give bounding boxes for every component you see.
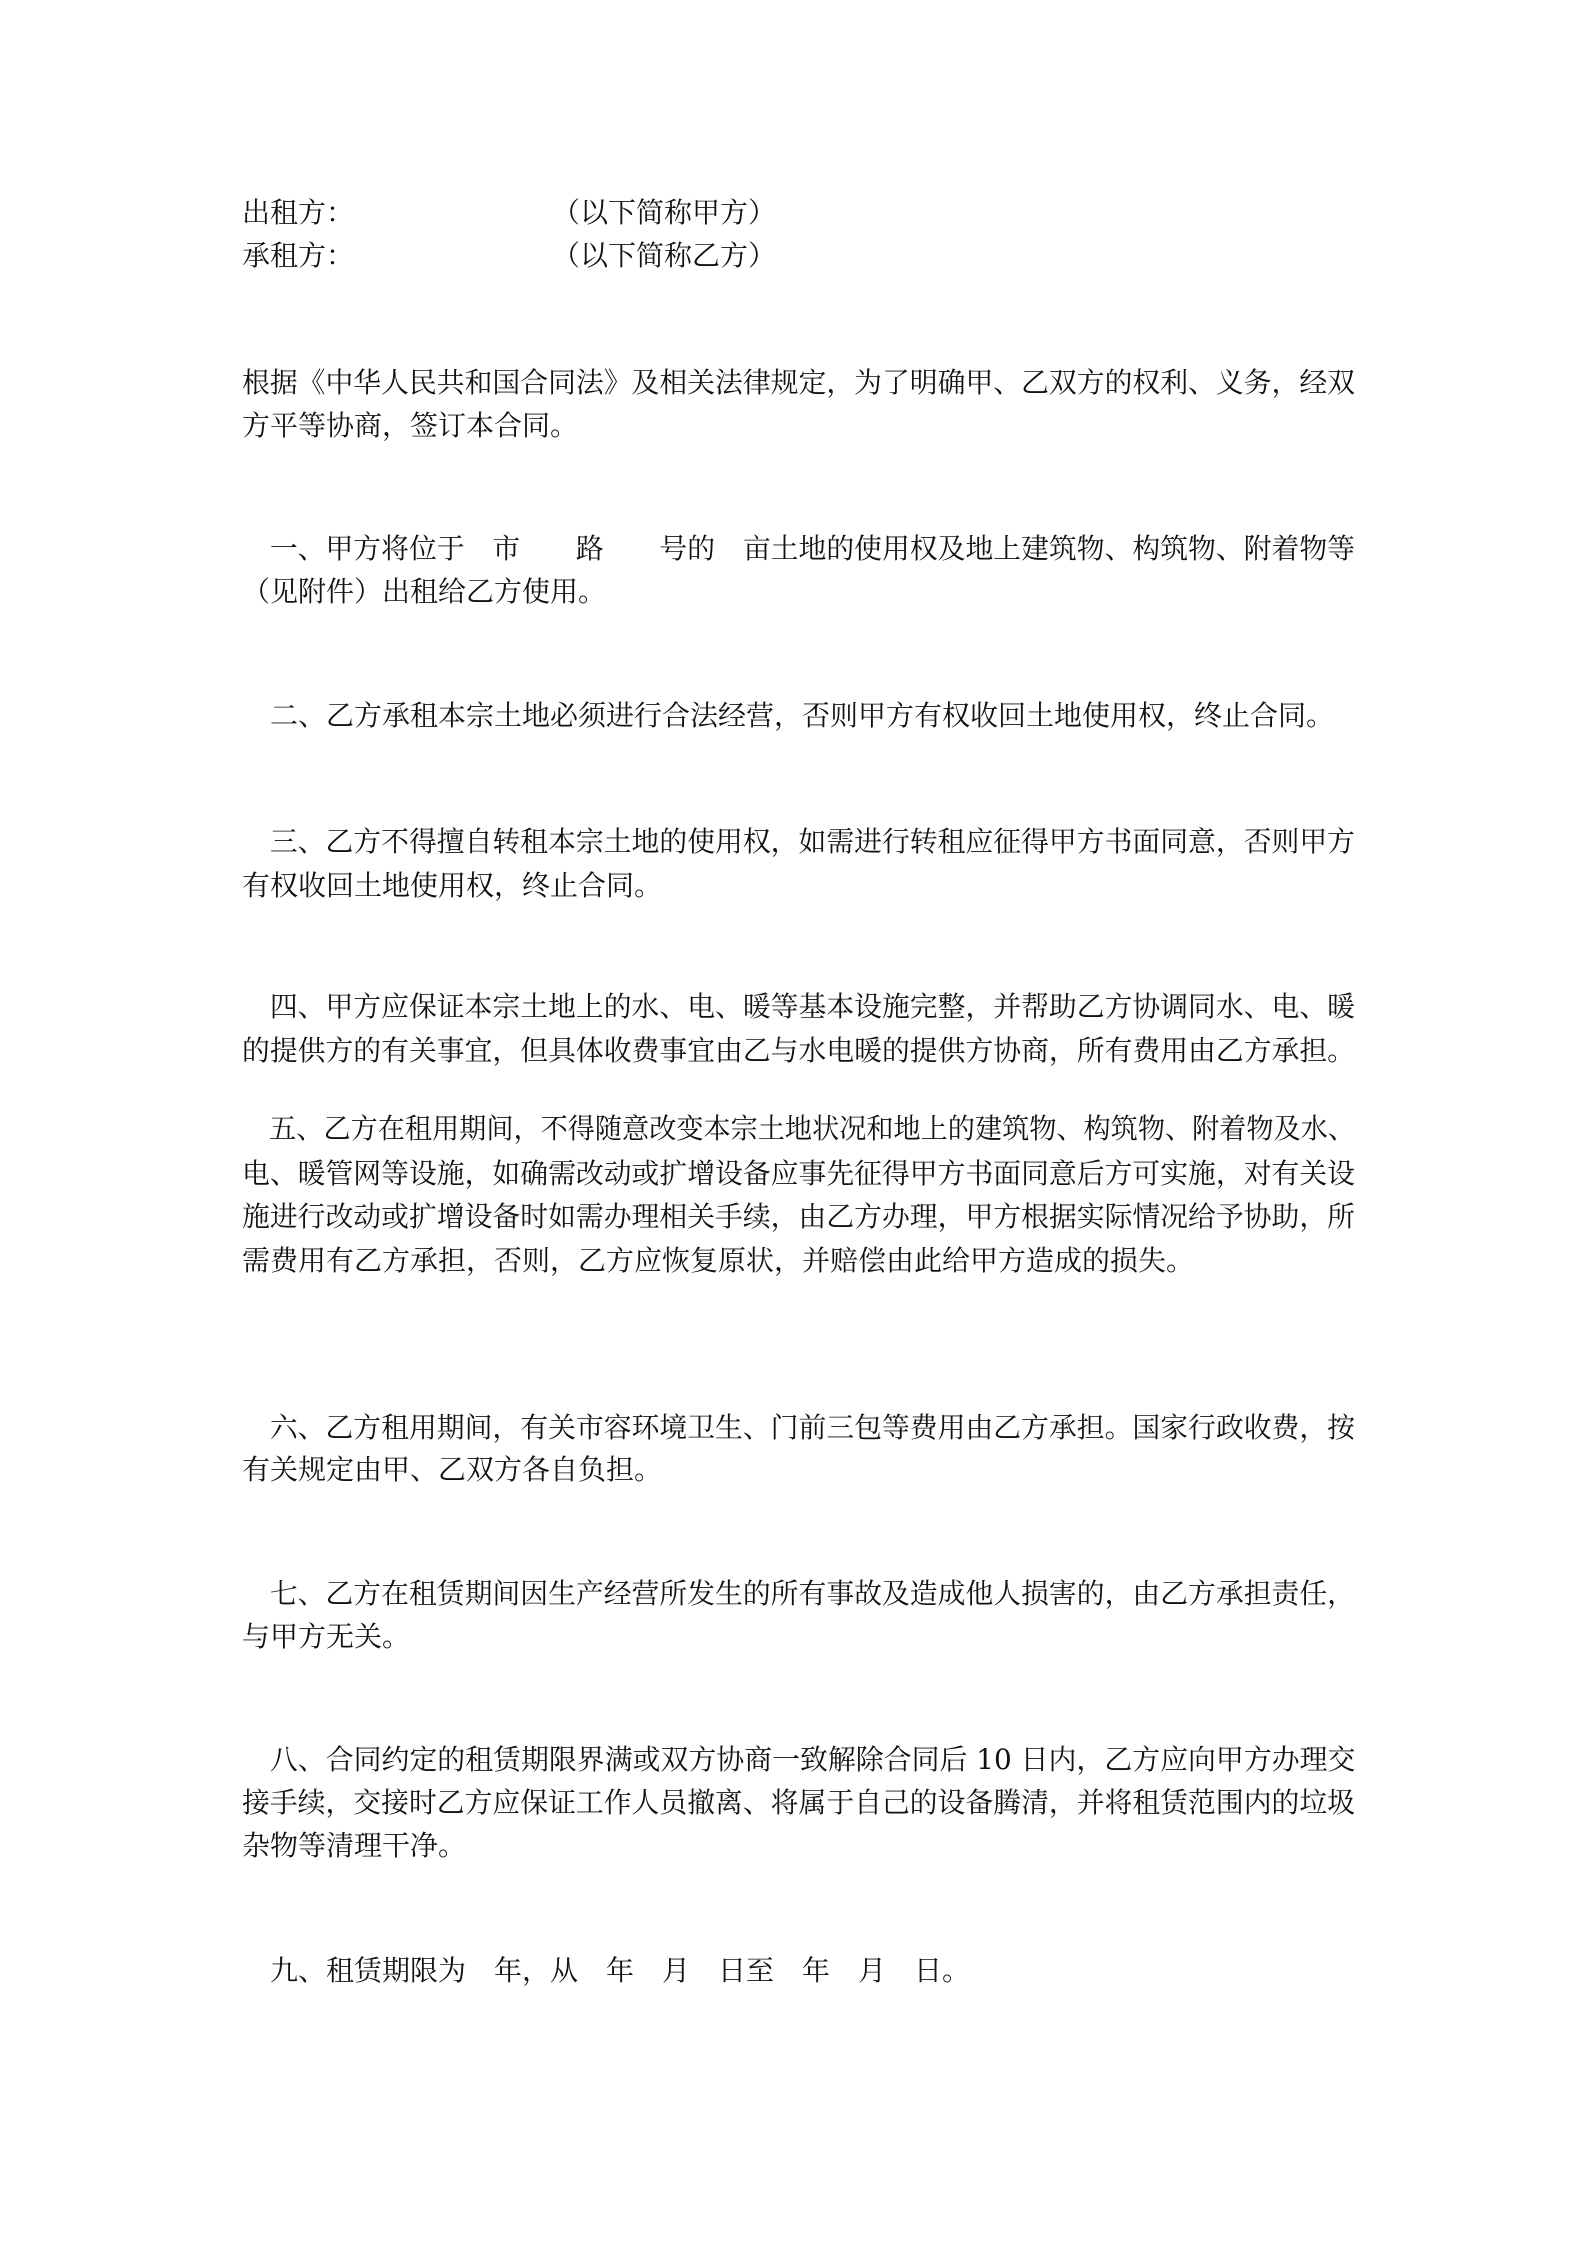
paragraph-line: 七、乙方在租赁期间因生产经营所发生的所有事故及造成他人损害的，由乙方承担责任， [242, 1577, 1356, 1610]
paragraph-line: 的提供方的有关事宜，但具体收费事宜由乙与水电暖的提供方协商，所有费用由乙方承担。 [242, 1034, 1356, 1067]
paragraph-line: 与甲方无关。 [242, 1620, 411, 1653]
paragraph-line: 八、合同约定的租赁期限界满或双方协商一致解除合同后 10 日内，乙方应向甲方办理交 [242, 1743, 1356, 1776]
paragraph-line: 施进行改动或扩增设备时如需办理相关手续，由乙方办理，甲方根据实际情况给予协助，所 [242, 1200, 1356, 1233]
paragraph-line: 五、乙方在租用期间，不得随意改变本宗土地状况和地上的建筑物、构筑物、附着物及水、 [242, 1112, 1356, 1145]
paragraph-line: 三、乙方不得擅自转租本宗土地的使用权，如需进行转租应征得甲方书面同意，否则甲方 [242, 825, 1356, 858]
paragraph-line: 杂物等清理干净。 [242, 1829, 467, 1862]
lessee-note: （以下简称乙方） [552, 239, 777, 272]
lessor-note: （以下简称甲方） [552, 196, 777, 229]
paragraph-line: （见附件）出租给乙方使用。 [242, 575, 607, 608]
paragraph-line: 有关规定由甲、乙双方各自负担。 [242, 1453, 663, 1486]
paragraph-line: 方平等协商，签订本合同。 [242, 409, 579, 442]
lessor-label: 出租方： [242, 196, 355, 229]
paragraph-line: 有权收回土地使用权，终止合同。 [242, 869, 663, 902]
lessee-label: 承租方： [242, 239, 355, 272]
paragraph-line: 电、暖管网等设施，如确需改动或扩增设备应事先征得甲方书面同意后方可实施，对有关设 [242, 1157, 1356, 1190]
paragraph-line: 需费用有乙方承担，否则，乙方应恢复原状，并赔偿由此给甲方造成的损失。 [242, 1244, 1195, 1277]
paragraph-line: 一、甲方将位于 市 路 号的 亩土地的使用权及地上建筑物、构筑物、附着物等 [242, 532, 1356, 565]
paragraph-line: 二、乙方承租本宗土地必须进行合法经营，否则甲方有权收回土地使用权，终止合同。 [242, 699, 1335, 732]
paragraph-line: 四、甲方应保证本宗土地上的水、电、暖等基本设施完整，并帮助乙方协调同水、电、暖 [242, 990, 1356, 1023]
paragraph-line: 根据《中华人民共和国合同法》及相关法律规定，为了明确甲、乙双方的权利、义务，经双 [242, 366, 1356, 399]
paragraph-line: 六、乙方租用期间，有关市容环境卫生、门前三包等费用由乙方承担。国家行政收费，按 [242, 1411, 1356, 1444]
paragraph-line: 九、租赁期限为 年，从 年 月 日至 年 月 日。 [242, 1954, 971, 1987]
paragraph-line: 接手续，交接时乙方应保证工作人员撤离、将属于自己的设备腾清，并将租赁范围内的垃圾 [242, 1786, 1356, 1819]
